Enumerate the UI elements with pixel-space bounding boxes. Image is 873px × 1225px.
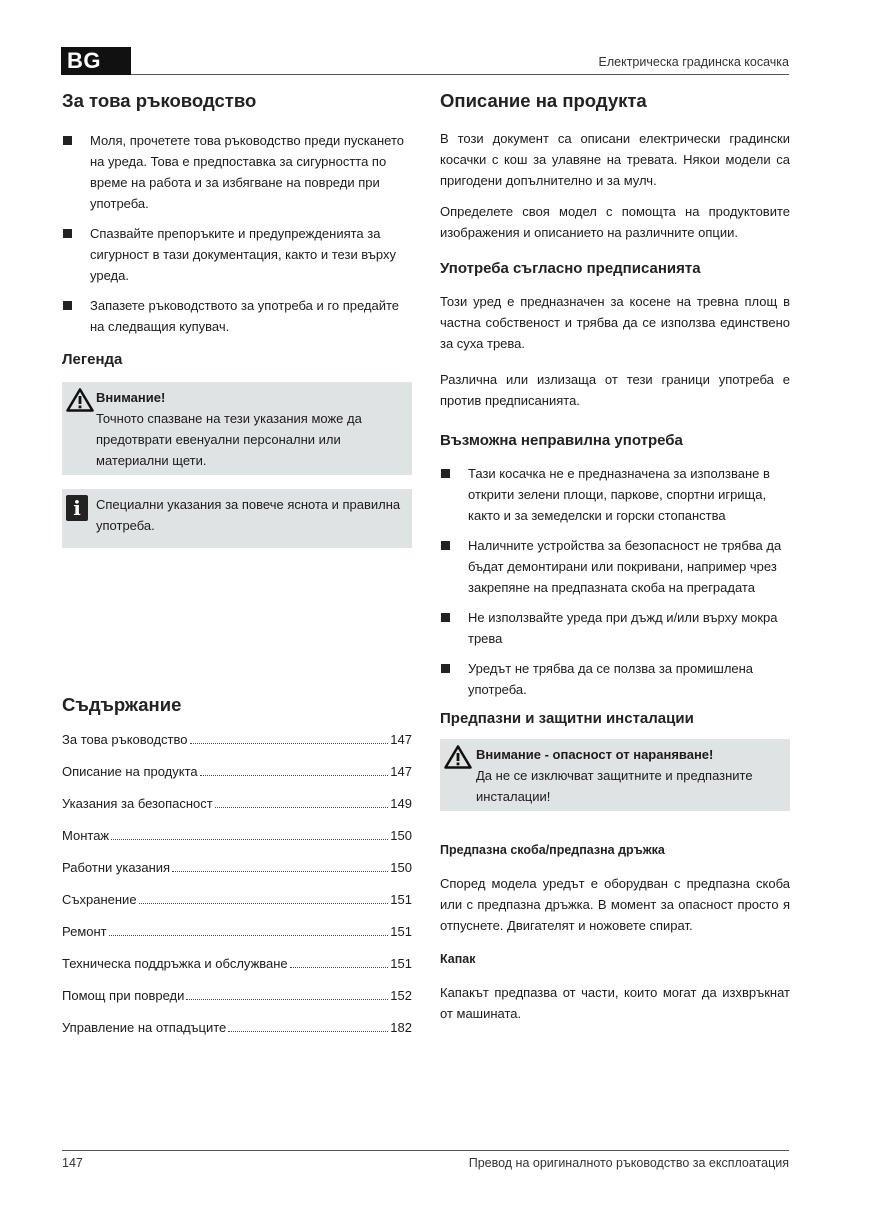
toc-entry-page: 150: [390, 828, 412, 843]
hazard-warning-title: Внимание - опасност от нараняване!: [476, 747, 714, 762]
misuse-heading: Възможна неправилна употреба: [440, 432, 683, 449]
language-badge: BG: [61, 47, 131, 75]
toc-entry[interactable]: [62, 1018, 412, 1050]
list-item: Тази косачка не е предназначена за използване в открити зелени площи, паркове, спортни игрища, както и за земеделски и горски стопанства: [440, 463, 790, 526]
list-item: Моля, прочетете това ръководство преди пускането на уреда. Това е предпоставка за сигурността по време на работа и за избягване на повреди при употреба.: [62, 130, 412, 214]
list-item: Уредът не трябва да се ползва за промишлена употреба.: [440, 658, 790, 700]
list-item: Запазете ръководството за употреба и го предайте на следващия купувач.: [62, 295, 412, 337]
left-column: [62, 90, 412, 1050]
protective-heading: Предпазни и защитни инсталации: [440, 710, 694, 727]
list-item: Наличните устройства за безопасност не трябва да бъдат демонтирани или покривани, например чрез закрепяне на предпазната скоба на преградата: [440, 535, 790, 598]
toc-entry-page: 151: [390, 892, 412, 907]
table-of-contents: [62, 730, 412, 1050]
toc-entry[interactable]: [62, 794, 412, 826]
safety-bar-text: Според модела уредът е оборудван с предпазна скоба или с предпазна дръжка. В момент за опасност просто я отпуснете. Двигателят и ножовете спират.: [440, 876, 790, 933]
toc-entry-page: 182: [390, 1020, 412, 1035]
toc-entry[interactable]: [62, 826, 412, 858]
cover-heading: Капак: [440, 952, 476, 966]
list-item: Спазвайте препоръките и предупрежденията за сигурност в тази документация, както и тези върху уреда.: [62, 223, 412, 286]
toc-leader: [290, 966, 389, 968]
toc-entry-page: 147: [390, 732, 412, 747]
toc-heading: Съдържание: [62, 694, 182, 715]
toc-entry-page: 151: [390, 956, 412, 971]
toc-entry[interactable]: [62, 730, 412, 762]
cover-text: Капакът предпазва от части, които могат да изхвръкнат от машината.: [440, 985, 790, 1021]
intended-use-paragraph-2: Различна или излизаща от тези граници употреба е против предписанията.: [440, 372, 790, 408]
warning-box: [62, 382, 412, 475]
hazard-warning-text: Да не се изключват защитните и предпазните инсталации!: [476, 768, 753, 804]
toc-leader: [190, 742, 389, 744]
info-text: Специални указания за повече яснота и правилна употреба.: [96, 497, 401, 533]
info-box: [62, 489, 412, 548]
list-item: Не използвайте уреда при дъжд и/или върху мокра трева: [440, 607, 790, 649]
toc-leader: [228, 1030, 388, 1032]
intended-use-paragraph-1: Този уред е предназначен за косене на тревна площ в частна собственост и трябва да се използва единствено за суха трева.: [440, 294, 790, 351]
toc-entry[interactable]: [62, 954, 412, 986]
hazard-warning-box: [440, 739, 790, 811]
product-paragraph-1: В този документ са описани електрически градински косачки с кош за улавяне на тревата. Някои модели са пригодени допълнително и за мулч.: [440, 131, 790, 188]
footer-rule: [62, 1150, 789, 1151]
misuse-list: [440, 463, 790, 700]
toc-leader: [215, 806, 389, 808]
toc-entry-title: За това ръководство: [62, 732, 188, 747]
toc-entry-title: Монтаж: [62, 828, 110, 843]
toc-entry[interactable]: [62, 922, 412, 954]
toc-entry-page: 150: [390, 860, 412, 875]
warning-text: Точното спазване на тези указания може да предотврати евенуални персонални или материални щети.: [96, 411, 362, 468]
toc-leader: [111, 838, 388, 840]
about-heading: За това ръководство: [62, 90, 257, 111]
intended-use-heading: Употреба съгласно предписанията: [440, 260, 701, 277]
toc-entry-page: 151: [390, 924, 412, 939]
product-heading: Описание на продукта: [440, 90, 647, 111]
toc-entry-title: Ремонт: [62, 924, 107, 939]
right-column: [440, 90, 790, 1024]
toc-leader: [172, 870, 388, 872]
toc-entry[interactable]: [62, 858, 412, 890]
toc-entry[interactable]: [62, 890, 412, 922]
toc-leader: [109, 934, 389, 936]
toc-entry-page: 147: [390, 764, 412, 779]
toc-entry[interactable]: [62, 762, 412, 794]
safety-bar-heading: Предпазна скоба/предпазна дръжка: [440, 843, 665, 857]
toc-entry-title: Описание на продукта: [62, 764, 198, 779]
toc-leader: [139, 902, 389, 904]
warning-triangle-icon: [444, 745, 472, 769]
toc-entry-title: Работни указания: [62, 860, 171, 875]
toc-entry-title: Помощ при повреди: [62, 988, 185, 1003]
toc-entry-page: 152: [390, 988, 412, 1003]
toc-entry-title: Указания за безопасност: [62, 796, 213, 811]
toc-leader: [200, 774, 389, 776]
toc-entry-page: 149: [390, 796, 412, 811]
header-rule: [131, 74, 789, 75]
info-icon: i: [66, 495, 88, 521]
warning-title: Внимание!: [96, 390, 166, 405]
toc-entry[interactable]: [62, 986, 412, 1018]
product-paragraph-2: Определете своя модел с помощта на продуктовите изображения и описанието на различните опции.: [440, 204, 790, 240]
legend-heading: Легенда: [62, 351, 123, 368]
about-list: [62, 130, 412, 337]
warning-triangle-icon: [66, 388, 94, 412]
header-title: Електрическа градинска косачка: [598, 55, 789, 69]
toc-entry-title: Управление на отпадъците: [62, 1020, 227, 1035]
toc-entry-title: Съхранение: [62, 892, 137, 907]
page-number: 147: [62, 1156, 83, 1170]
footer-text: Превод на оригиналното ръководство за експлоатация: [468, 1156, 789, 1170]
toc-entry-title: Техническа поддръжка и обслужване: [62, 956, 288, 971]
toc-leader: [186, 998, 388, 1000]
